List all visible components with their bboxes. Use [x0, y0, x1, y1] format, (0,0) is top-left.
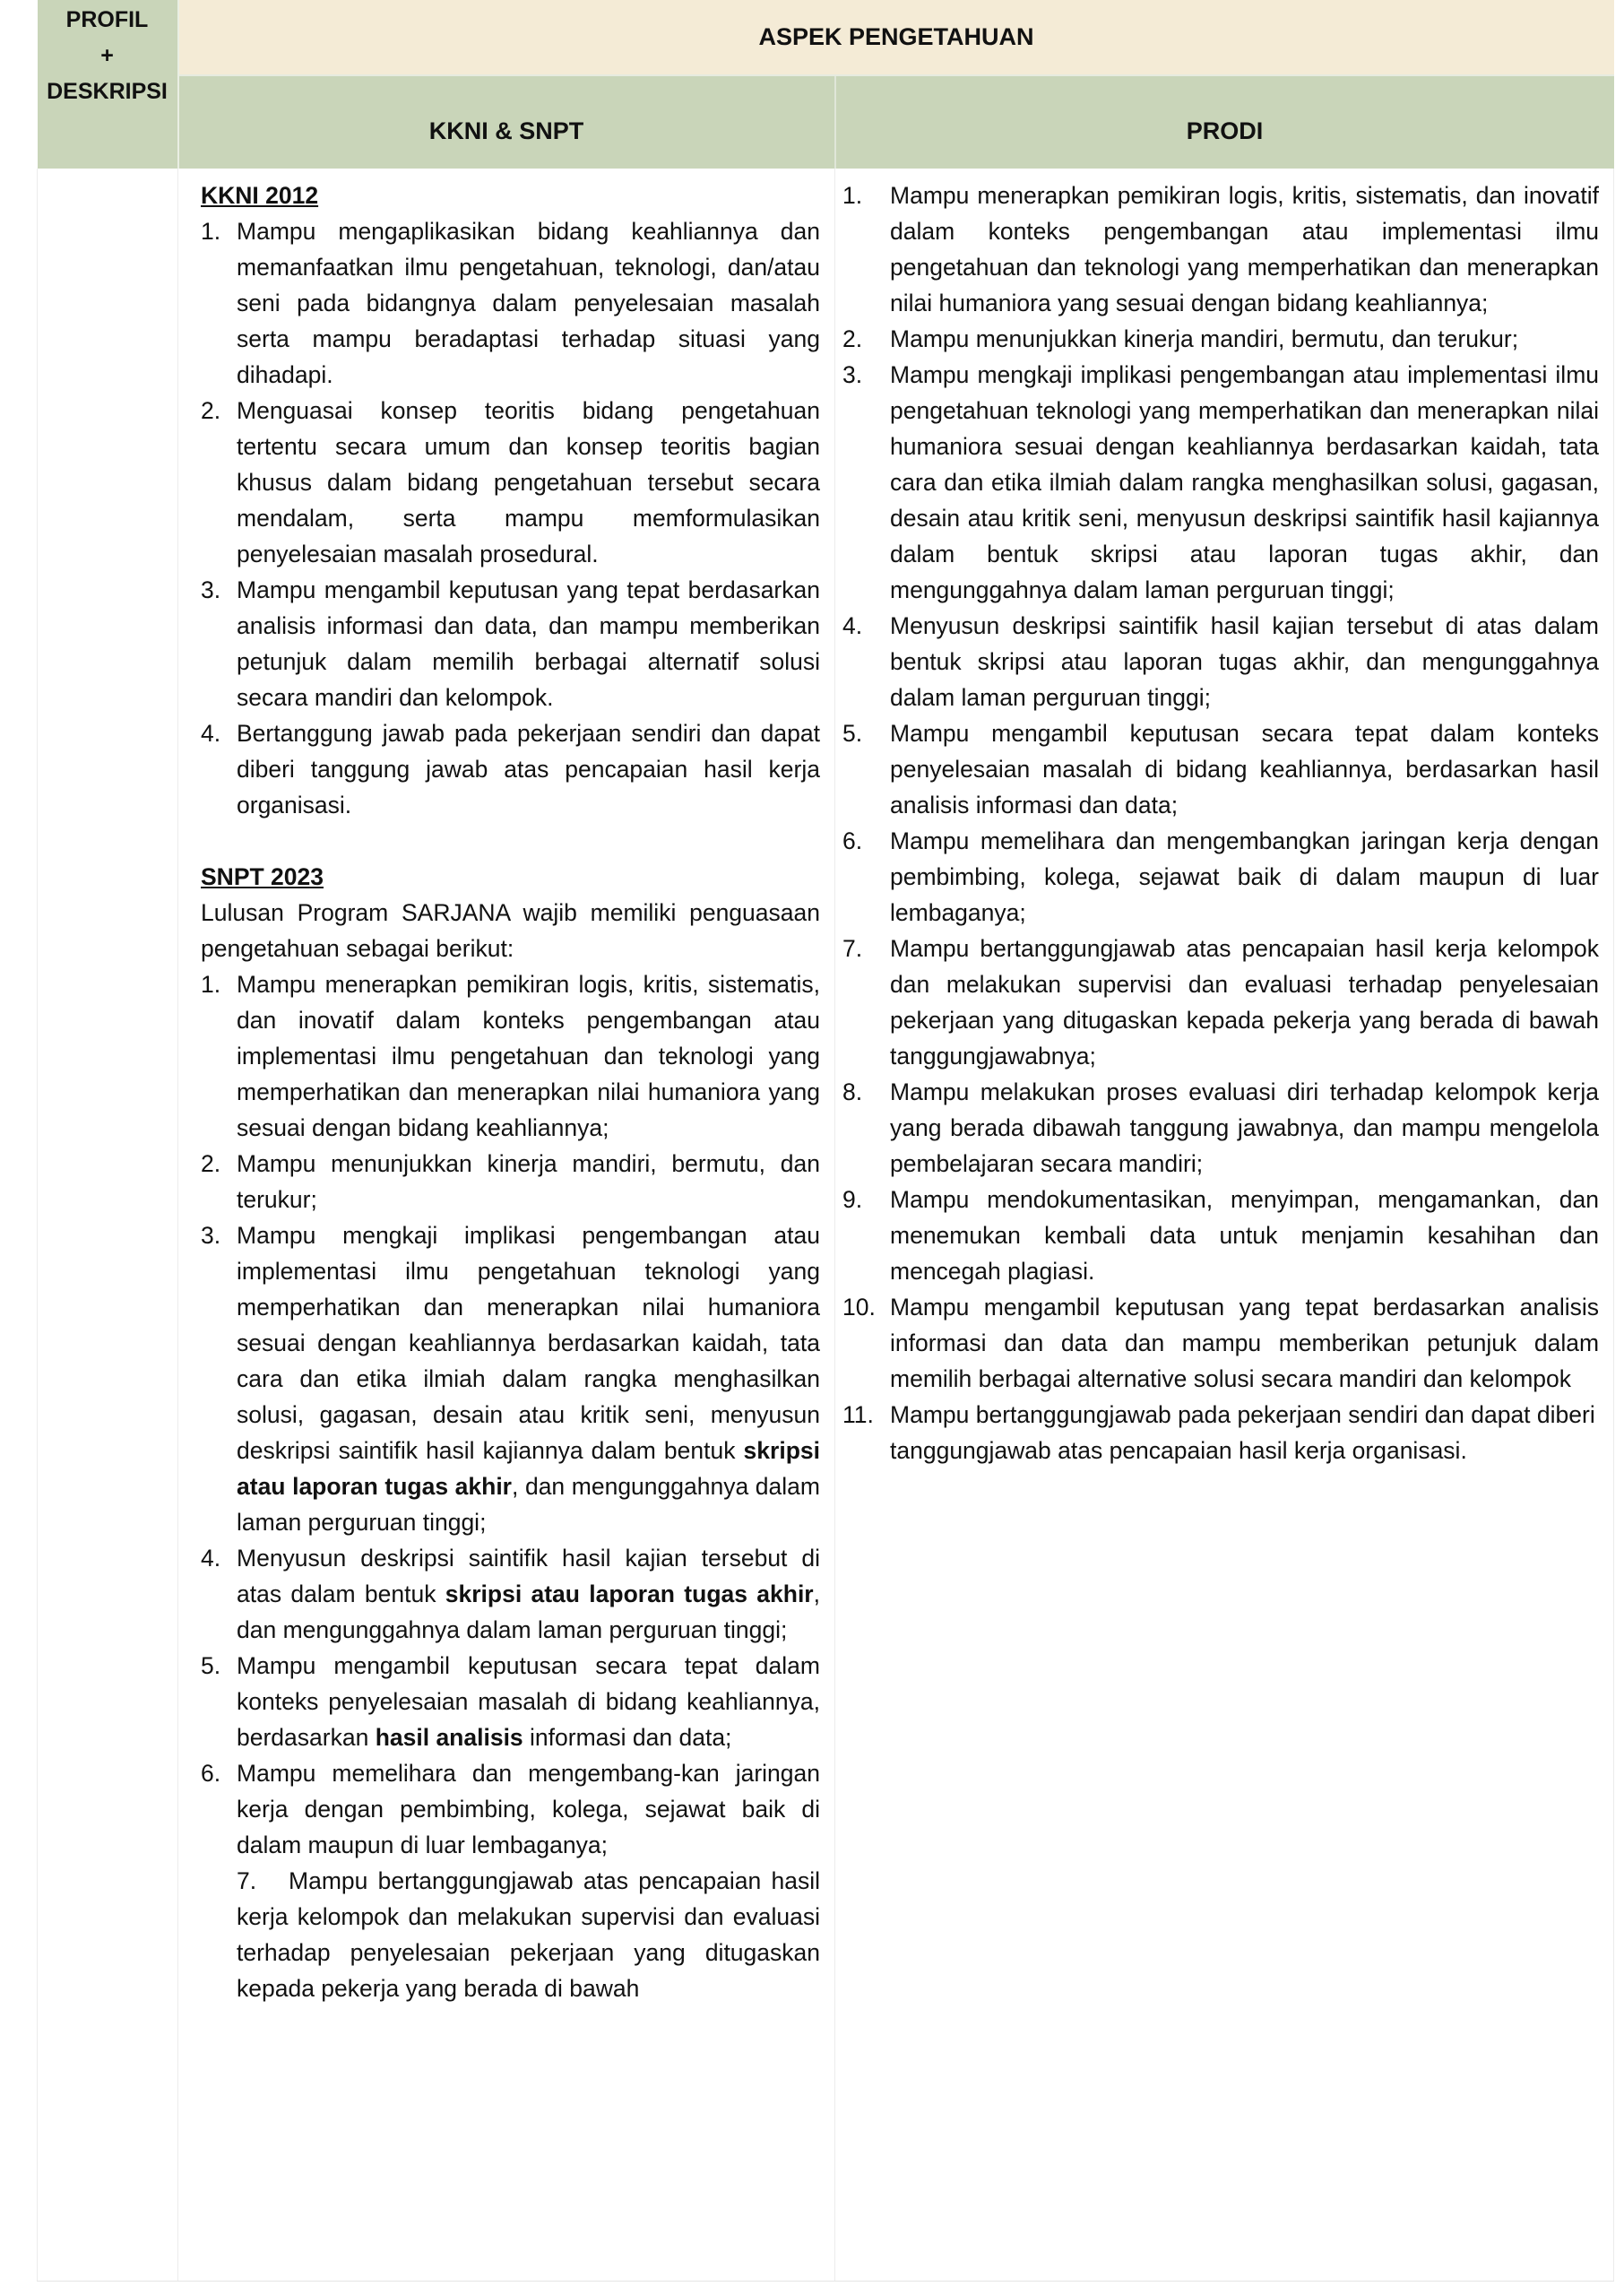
list-item-text: Mampu mengkaji implikasi pengembangan atau implementasi ilmu pengetahuan teknologi yang memperhatikan dan menerapkan nilai humaniora sesuai dengan keahliannya berdasarkan kaidah, tata cara dan etika ilmiah dalam rangka menghasilkan solusi, gagasan, desain atau kritik seni, menyusun deskripsi saintifik hasil kajiannya dalam bentuk skripsi atau laporan tugas akhir, dan mengunggahnya dalam laman perguruan tinggi;: [237, 1222, 820, 1536]
list-item: [842, 357, 1599, 608]
list-item-text: Mampu mengaplikasikan bidang keahliannya dan memanfaatkan ilmu pengetahuan, teknologi, dan/atau seni pada bidangnya dalam penyelesaian masalah serta mampu beradaptasi terhadap situasi yang dihadapi.: [237, 218, 820, 388]
list-item-text: Mampu menunjukkan kinerja mandiri, bermutu, dan terukur;: [237, 1150, 820, 1213]
list-item-text: Mampu mengambil keputusan secara tepat dalam konteks penyelesaian masalah di bidang keahliannya, berdasarkan hasil analisis informasi dan data;: [890, 720, 1600, 818]
list-item: [201, 966, 820, 1146]
emphasis-text: skripsi atau laporan tugas akhir: [237, 1437, 820, 1500]
prodi-list: [842, 178, 1599, 1468]
list-item: [201, 1146, 820, 1217]
emphasis-text: skripsi atau laporan tugas akhir: [445, 1581, 814, 1607]
list-item-number: 2.: [842, 325, 863, 352]
list-item-text: Mampu menerapkan pemikiran logis, kritis, sistematis, dan inovatif dalam konteks pengembangan atau implementasi ilmu pengetahuan dan teknologi yang memperhatikan dan menerapkan nilai humaniora yang sesuai dengan bidang keahliannya;: [237, 971, 820, 1141]
list-item-number: 1.: [201, 971, 221, 998]
list-item: [201, 1755, 820, 1863]
list-item: [842, 931, 1599, 1074]
profil-cell: [38, 169, 178, 2282]
list-item: [842, 178, 1599, 321]
list-item-number: 2.: [201, 1150, 221, 1177]
list-item: [842, 1074, 1599, 1182]
list-item: [201, 213, 820, 393]
list-item: [842, 1182, 1599, 1289]
emphasis-text: hasil analisis: [375, 1724, 523, 1751]
list-item: [201, 715, 820, 823]
list-item-text: Mampu bertanggungjawab pada pekerjaan sendiri dan dapat diberi tanggungjawab atas pencapaian hasil kerja organisasi.: [890, 1401, 1595, 1464]
competency-table: [37, 0, 1614, 2282]
kkni-list: [201, 213, 820, 823]
list-item: [201, 1217, 820, 1540]
list-item-text: Menguasai konsep teoritis bidang pengetahuan tertentu secara umum dan konsep teoritis bagian khusus dalam bidang pengetahuan tersebut secara mendalam, serta mampu memformulasikan penyelesaian masalah prosedural.: [237, 397, 820, 567]
list-item-number: 4.: [842, 612, 863, 639]
list-item-text: Mampu memelihara dan mengembang-kan jaringan kerja dengan pembimbing, kolega, sejawat baik di dalam maupun di luar lembaganya;: [237, 1760, 820, 1858]
list-item-number: 4.: [201, 1545, 221, 1572]
list-item: [842, 608, 1599, 715]
snpt-list: [201, 966, 820, 2006]
list-item-number: 11.: [842, 1401, 874, 1428]
list-item-text: Menyusun deskripsi saintifik hasil kajian tersebut di atas dalam bentuk skripsi atau laporan tugas akhir, dan mengunggahnya dalam laman perguruan tinggi;: [237, 1545, 820, 1643]
kkni-snpt-cell: [178, 169, 835, 2282]
aspek-pengetahuan-header: ASPEK PENGETAHUAN: [178, 0, 1614, 75]
list-item-text: Mampu melakukan proses evaluasi diri terhadap kelompok kerja yang berada dibawah tanggung jawabnya, dan mampu mengelola pembelajaran secara mandiri;: [890, 1078, 1600, 1177]
list-item-text: Mampu menerapkan pemikiran logis, kritis, sistematis, dan inovatif dalam konteks pengembangan atau implementasi ilmu pengetahuan dan teknologi yang memperhatikan dan menerapkan nilai humaniora yang sesuai dengan bidang keahliannya;: [890, 182, 1600, 316]
list-item-text: Mampu mengambil keputusan yang tepat berdasarkan analisis informasi dan data, dan mampu memberikan petunjuk dalam memilih berbagai alternatif solusi secara mandiri dan kelompok.: [237, 576, 820, 711]
kkni-title: KKNI 2012: [201, 182, 319, 209]
list-item-text: Bertanggung jawab pada pekerjaan sendiri dan dapat diberi tanggung jawab atas pencapaian hasil kerja organisasi.: [237, 720, 820, 818]
list-item-number: 10.: [842, 1294, 876, 1321]
list-item-number: 3.: [201, 576, 221, 603]
list-item-text: 7. Mampu bertanggungjawab atas pencapaian hasil kerja kelompok dan melakukan supervisi dan evaluasi terhadap penyelesaian pekerjaan yang ditugaskan kepada pekerja yang berada di bawah: [237, 1863, 820, 2006]
snpt-intro: Lulusan Program SARJANA wajib memiliki penguasaan pengetahuan sebagai berikut:: [201, 899, 820, 962]
list-item-number: 3.: [842, 361, 863, 388]
list-item-number: 5.: [201, 1652, 221, 1679]
list-item-text: Mampu mengambil keputusan yang tepat berdasarkan analisis informasi dan data dan mampu memberikan petunjuk dalam memilih berbagai alternative solusi secara mandiri dan kelompok: [890, 1294, 1600, 1392]
list-item: [842, 715, 1599, 823]
list-item-number: 6.: [842, 827, 863, 854]
list-item-text: Mampu mengkaji implikasi pengembangan atau implementasi ilmu pengetahuan teknologi yang memperhatikan dan menerapkan nilai humaniora sesuai dengan keahliannya berdasarkan kaidah, tata cara dan etika ilmiah dalam rangka menghasilkan solusi, gagasan, desain atau kritik seni, menyusun deskripsi saintifik hasil kajiannya dalam bentuk skripsi atau laporan tugas akhir, dan mengunggahnya dalam laman perguruan tinggi;: [890, 361, 1600, 603]
list-item-number: 4.: [201, 720, 221, 747]
profil-deskripsi-header: [38, 0, 178, 169]
list-item: [201, 1648, 820, 1755]
prodi-cell: [835, 169, 1614, 2282]
kkni-snpt-column-header: KKNI & SNPT: [178, 75, 835, 169]
list-item-text: Mampu menunjukkan kinerja mandiri, bermutu, dan terukur;: [890, 325, 1519, 352]
list-item-number: 6.: [201, 1760, 221, 1787]
deskripsi-label: DESKRIPSI: [47, 79, 168, 104]
list-item-number: 3.: [201, 1222, 221, 1249]
list-item-text: Mampu mengambil keputusan secara tepat dalam konteks penyelesaian masalah di bidang keahliannya, berdasarkan hasil analisis informasi dan data;: [237, 1652, 820, 1751]
list-item: [201, 572, 820, 715]
list-item-number: 7.: [237, 1867, 257, 1894]
list-item: [842, 1289, 1599, 1397]
list-item: [201, 393, 820, 572]
snpt-title: SNPT 2023: [201, 863, 324, 890]
list-item-text: Menyusun deskripsi saintifik hasil kajian tersebut di atas dalam bentuk skripsi atau laporan tugas akhir, dan mengunggahnya dalam laman perguruan tinggi;: [890, 612, 1600, 711]
list-item: [842, 1397, 1599, 1468]
list-item-number: 8.: [842, 1078, 863, 1105]
list-item: [842, 823, 1599, 931]
list-item: [842, 321, 1599, 357]
plus-label: +: [100, 43, 114, 68]
profil-label: PROFIL: [65, 7, 149, 32]
list-item-number: 9.: [842, 1186, 863, 1213]
list-item-text: Mampu memelihara dan mengembangkan jaringan kerja dengan pembimbing, kolega, sejawat baik di dalam maupun di luar lembaganya;: [890, 827, 1600, 926]
list-item-text: Mampu bertanggungjawab atas pencapaian hasil kerja kelompok dan melakukan supervisi dan evaluasi terhadap penyelesaian pekerjaan yang ditugaskan kepada pekerja yang berada di bawah tanggungjawabnya;: [890, 935, 1600, 1070]
prodi-column-header: PRODI: [835, 75, 1614, 169]
list-item-number: 7.: [842, 935, 863, 962]
list-item-number: 2.: [201, 397, 221, 424]
list-item-text: Mampu mendokumentasikan, menyimpan, mengamankan, dan menemukan kembali data untuk menjamin kesahihan dan mencegah plagiasi.: [890, 1186, 1600, 1285]
list-item-number: 1.: [201, 218, 221, 245]
list-item: [201, 1863, 820, 2006]
list-item: [201, 1540, 820, 1648]
list-item-number: 5.: [842, 720, 863, 747]
list-item-number: 1.: [842, 182, 863, 209]
